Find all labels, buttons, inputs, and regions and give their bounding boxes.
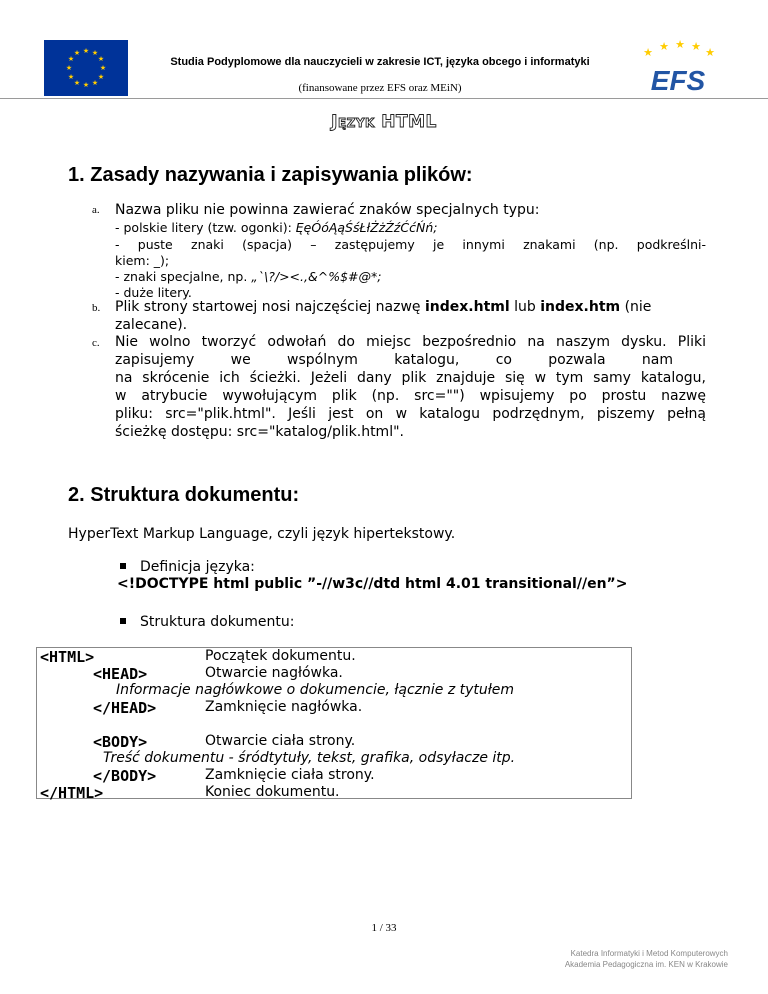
- polish-letters-value: ĘęÓóĄąŚśŁłŻżŹźĆćŃń;: [295, 220, 438, 235]
- svg-text:★: ★: [73, 49, 81, 57]
- item-a-sub3: [115, 269, 381, 284]
- svg-text:★: ★: [91, 49, 99, 57]
- item-b-text1: Plik strony startowej nosi najczęściej nazwę: [115, 299, 425, 315]
- footer-inst-line1: Katedra Informatyki i Metod Komputerowych: [570, 949, 728, 958]
- item-a-sub4: - duże litery.: [115, 285, 192, 300]
- svg-text:★: ★: [659, 40, 669, 53]
- head-info: Informacje nagłówkowe o dokumencie, łącznie z tytułem: [116, 682, 515, 698]
- item-c-line3: na skrócenie ich ścieżki. Jeżeli dany plik znajduje się w tym samy katalogu,: [115, 370, 706, 386]
- section-1-heading: 1. Zasady nazywania i zapisywania plików:: [68, 164, 473, 186]
- page-number: 1 / 33: [371, 922, 397, 934]
- head-close-desc: Zamknięcie nagłówka.: [205, 699, 363, 715]
- item-c-line5: pliku: src="plik.html". Jeśli jest on w katalogu podrzędnym, piszemy pełną: [115, 406, 706, 422]
- svg-text:★: ★: [67, 73, 75, 81]
- doctype-code: <!DOCTYPE html public ”-//w3c//dtd html 4.01 transitional//en”>: [117, 576, 628, 592]
- html-close-tag: </HTML>: [40, 784, 104, 802]
- svg-text:★: ★: [705, 46, 715, 59]
- item-c-line1: Nie wolno tworzyć odwołań do miejsc bezpośrednio na naszym dysku. Pliki: [115, 334, 706, 350]
- svg-text:★: ★: [91, 79, 99, 87]
- footer-institution: [520, 948, 728, 970]
- header-subtitle: (finansowane przez EFS oraz MEiN): [298, 82, 462, 94]
- item-a-sub1-label: - polskie litery (tzw. ogonki):: [115, 220, 296, 235]
- item-b-text3: (nie: [620, 299, 652, 315]
- item-c-line2: zapisujemy we wspólnym katalogu, co pozwala nam: [115, 352, 673, 368]
- efs-logo: [636, 40, 720, 96]
- body-close-desc: Zamknięcie ciała strony.: [205, 767, 375, 783]
- item-a-sub2-line1: - puste znaki (spacja) – zastępujemy je innymi znakami (np. podkreślni-: [115, 237, 706, 252]
- footer-inst-line2: Akademia Pedagogiczna im. KEN w Krakowie: [564, 960, 728, 969]
- svg-text:★: ★: [82, 81, 90, 89]
- html-open-tag: <HTML>: [40, 648, 95, 666]
- svg-text:★: ★: [82, 47, 90, 55]
- section-2-heading: 2. Struktura dokumentu:: [68, 484, 300, 506]
- item-a-marker: a.: [92, 204, 100, 216]
- item-c-line6: ścieżkę dostępu: src="katalog/plik.html".: [115, 424, 404, 440]
- item-b-line1: [115, 298, 706, 316]
- item-a-text: Nazwa pliku nie powinna zawierać znaków specjalnych typu:: [115, 202, 540, 218]
- svg-text:★: ★: [99, 64, 107, 72]
- body-info: Treść dokumentu - śródtytuły, tekst, grafika, odsyłacze itp.: [103, 750, 516, 766]
- header-divider: [0, 98, 768, 99]
- item-b-marker: b.: [92, 302, 101, 314]
- head-open-tag: <HEAD>: [93, 665, 148, 683]
- section-2-intro: HyperText Markup Language, czyli język hipertekstowy.: [68, 526, 456, 542]
- item-a-sub3-label: - znaki specjalne, np.: [115, 269, 252, 284]
- bullet-square-icon: [120, 563, 126, 569]
- svg-text:★: ★: [97, 73, 105, 81]
- bullet-square-icon: [120, 618, 126, 624]
- header-title: Studia Podyplomowe dla nauczycieli w zakresie ICT, języka obcego i informatyki: [170, 56, 590, 68]
- item-b-text2: lub: [509, 299, 541, 315]
- html-close-desc: Koniec dokumentu.: [205, 784, 340, 800]
- head-close-tag: </HEAD>: [93, 699, 157, 717]
- index-htm-term: index.htm: [540, 299, 621, 315]
- svg-text:★: ★: [97, 55, 105, 63]
- body-open-desc: Otwarcie ciała strony.: [205, 733, 356, 749]
- item-c-line4: w atrybucie wywołującym plik (np. src="") wpisujemy po prostu nazwę: [115, 388, 706, 404]
- head-open-desc: Otwarcie nagłówka.: [205, 665, 343, 681]
- index-html-term: index.html: [424, 299, 510, 315]
- item-a-sub2-line2: kiem: _);: [115, 253, 170, 268]
- svg-text:★: ★: [65, 64, 73, 72]
- item-b-line2: zalecane).: [115, 317, 188, 333]
- eu-flag-logo: [44, 40, 128, 96]
- bullet-2-label: Struktura dokumentu:: [140, 614, 295, 630]
- item-c-marker: c.: [92, 337, 100, 349]
- svg-text:★: ★: [67, 55, 75, 63]
- svg-text:★: ★: [643, 46, 653, 59]
- html-open-desc: Początek dokumentu.: [205, 648, 356, 664]
- item-a-sub1: [115, 220, 437, 235]
- bullet-1-label: Definicja języka:: [140, 559, 255, 575]
- svg-text:★: ★: [675, 40, 685, 51]
- document-title: Język HTML: [331, 112, 437, 132]
- special-chars-value: „`\?/><.,&^%$#@*;: [251, 269, 382, 284]
- body-open-tag: <BODY>: [93, 733, 148, 751]
- svg-text:★: ★: [691, 40, 701, 53]
- svg-text:★: ★: [73, 79, 81, 87]
- efs-logo-text: EFS: [650, 65, 706, 96]
- body-close-tag: </BODY>: [93, 767, 157, 785]
